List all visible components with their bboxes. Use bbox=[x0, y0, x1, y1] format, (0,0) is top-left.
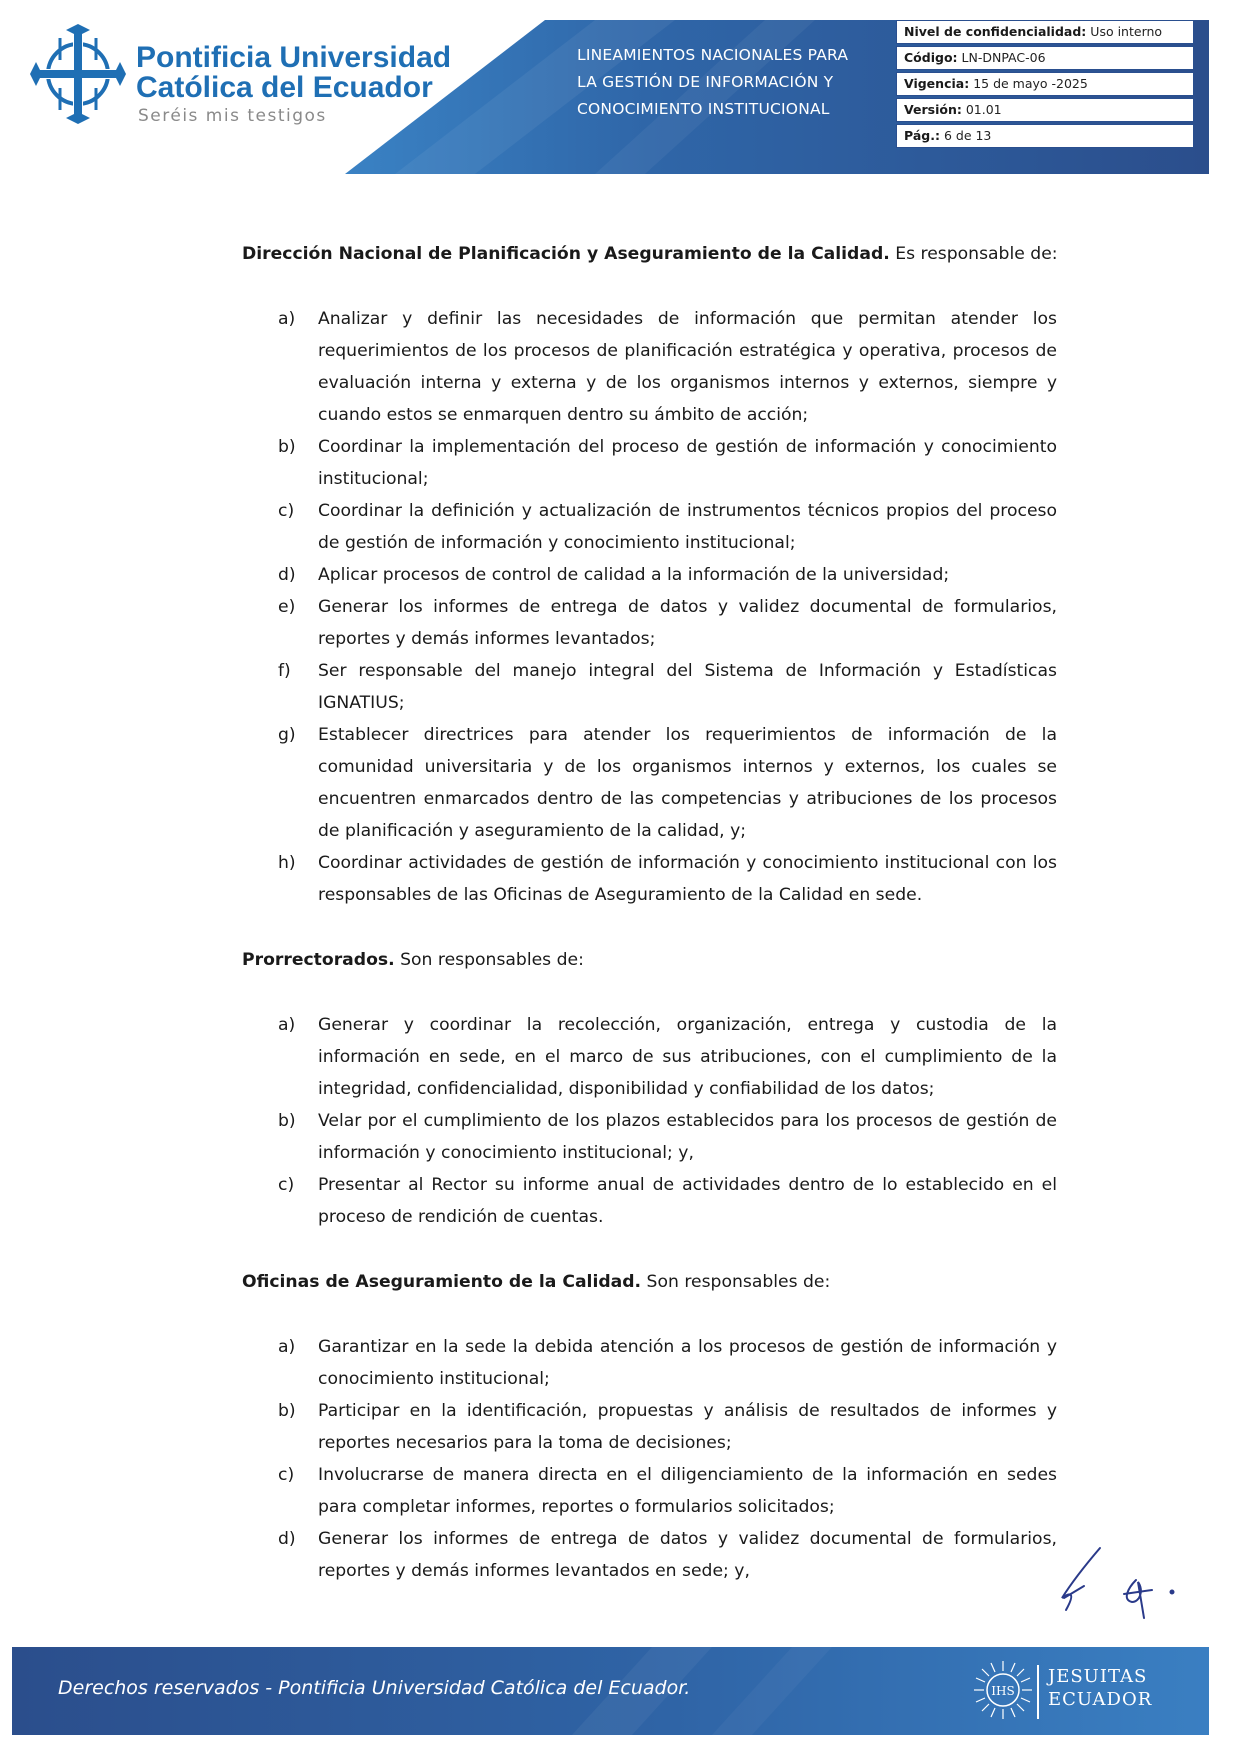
list-item bbox=[242, 1331, 1057, 1395]
section-heading-rest: Son responsables de: bbox=[394, 950, 584, 970]
university-name-line-2: Católica del Ecuador bbox=[136, 71, 433, 104]
document-body bbox=[242, 238, 1057, 1620]
list-marker: c) bbox=[278, 1465, 295, 1485]
seal-letters: IHS bbox=[991, 1684, 1015, 1698]
meta-label: Pág.: bbox=[904, 128, 940, 143]
document-title-line: CONOCIMIENTO INSTITUCIONAL bbox=[577, 100, 830, 118]
meta-label: Vigencia: bbox=[904, 76, 970, 91]
jesuit-seal-icon bbox=[972, 1659, 1034, 1721]
meta-value: 15 de mayo -2025 bbox=[973, 76, 1088, 91]
list-item-text: Generar y coordinar la recolección, organización, entrega y custodia de la información en sede, en el marco de sus atribuciones, con el cumplimiento de la integridad, confidencialidad, disponibilidad y confiabilidad de los datos; bbox=[318, 1015, 1057, 1099]
list-item bbox=[242, 495, 1057, 559]
list-item bbox=[242, 655, 1057, 719]
list-item-text: Analizar y definir las necesidades de información que permitan atender los requerimientos de los procesos de planificación estratégica y operativa, procesos de evaluación interna y externa y de los organismos internos y externos, siempre y cuando estos se enmarquen dentro su ámbito de acción; bbox=[318, 309, 1057, 425]
document-title-line: LINEAMIENTOS NACIONALES PARA bbox=[577, 46, 849, 64]
list-marker: h) bbox=[278, 853, 296, 873]
list-item-text: Garantizar en la sede la debida atención a los procesos de gestión de información y conocimiento institucional; bbox=[318, 1337, 1057, 1389]
list-marker: b) bbox=[278, 1111, 296, 1131]
list-item-text: Presentar al Rector su informe anual de actividades dentro de lo establecido en el proceso de rendición de cuentas. bbox=[318, 1175, 1057, 1227]
university-motto: Seréis mis testigos bbox=[138, 106, 327, 126]
section-heading-bold: Prorrectorados. bbox=[242, 950, 395, 970]
footer-divider bbox=[1037, 1665, 1039, 1719]
list-item bbox=[242, 431, 1057, 495]
list-item-text: Participar en la identificación, propuestas y análisis de resultados de informes y reportes necesarios para la toma de decisiones; bbox=[318, 1401, 1057, 1453]
list-item bbox=[242, 1523, 1057, 1587]
cross-emblem-icon bbox=[30, 24, 126, 124]
meta-value: 01.01 bbox=[965, 102, 1002, 117]
list-item-text: Aplicar procesos de control de calidad a la información de la universidad; bbox=[318, 565, 950, 585]
meta-value: LN-DNPAC-06 bbox=[961, 50, 1046, 65]
document-title-line: LA GESTIÓN DE INFORMACIÓN Y bbox=[577, 73, 834, 91]
list-item-text: Establecer directrices para atender los requerimientos de información de la comunidad universitaria y de los organismos internos y externos, los cuales se encuentren enmarcados dentro de las competencias y atribuciones de los procesos de planificación y aseguramiento de la calidad, y; bbox=[318, 725, 1057, 841]
section-heading-rest: Son responsables de: bbox=[641, 1272, 831, 1292]
jesuitas-line: JESUITAS bbox=[1048, 1666, 1148, 1687]
responsibility-list bbox=[242, 1009, 1057, 1233]
page-footer bbox=[12, 1647, 1209, 1735]
list-item bbox=[242, 847, 1057, 911]
list-marker: g) bbox=[278, 725, 296, 745]
section-heading-bold: Oficinas de Aseguramiento de la Calidad. bbox=[242, 1272, 642, 1292]
jesuitas-ecuador-logo-text bbox=[1048, 1665, 1152, 1711]
list-item bbox=[242, 1105, 1057, 1169]
meta-value: 6 de 13 bbox=[943, 128, 992, 143]
list-marker: a) bbox=[278, 309, 296, 329]
meta-label: Nivel de confidencialidad: bbox=[904, 24, 1087, 39]
list-item bbox=[242, 303, 1057, 431]
meta-value: Uso interno bbox=[1090, 24, 1163, 39]
section-heading-bold: Dirección Nacional de Planificación y Aseguramiento de la Calidad. bbox=[242, 244, 890, 264]
ecuador-line: ECUADOR bbox=[1048, 1689, 1153, 1710]
list-marker: e) bbox=[278, 597, 296, 617]
list-marker: b) bbox=[278, 437, 296, 457]
confidentiality-field bbox=[896, 20, 1194, 44]
list-item bbox=[242, 1395, 1057, 1459]
list-marker: a) bbox=[278, 1015, 296, 1035]
list-marker: d) bbox=[278, 1529, 296, 1549]
list-marker: d) bbox=[278, 565, 296, 585]
responsibility-list bbox=[242, 1331, 1057, 1587]
list-item bbox=[242, 719, 1057, 847]
list-marker: c) bbox=[278, 501, 295, 521]
document-title bbox=[577, 42, 887, 123]
responsibility-list bbox=[242, 303, 1057, 911]
section-heading-rest: Es responsable de: bbox=[889, 244, 1058, 264]
list-item-text: Coordinar la definición y actualización de instrumentos técnicos propios del proceso de gestión de información y conocimiento institucional; bbox=[318, 501, 1057, 553]
list-marker: c) bbox=[278, 1175, 295, 1195]
handwritten-initials bbox=[1040, 1540, 1180, 1630]
list-item-text: Ser responsable del manejo integral del Sistema de Información y Estadísticas IGNATIUS; bbox=[318, 661, 1057, 713]
meta-label: Versión: bbox=[904, 102, 962, 117]
list-item bbox=[242, 1009, 1057, 1105]
page-number-field bbox=[896, 124, 1194, 148]
list-item-text: Involucrarse de manera directa en el diligenciamiento de la información en sedes para completar informes, reportes o formularios solicitados; bbox=[318, 1465, 1057, 1517]
list-item-text: Generar los informes de entrega de datos y validez documental de formularios, reportes y demás informes levantados; bbox=[318, 597, 1057, 649]
rights-notice: Derechos reservados - Pontificia Universidad Católica del Ecuador. bbox=[58, 1677, 691, 1699]
list-item bbox=[242, 591, 1057, 655]
list-item bbox=[242, 559, 1057, 591]
section-heading-direccion-nacional bbox=[242, 238, 1057, 270]
list-item bbox=[242, 1169, 1057, 1233]
section-heading-prorrectorados bbox=[242, 944, 1057, 976]
list-marker: f) bbox=[278, 661, 291, 681]
page-header bbox=[0, 0, 1241, 180]
university-name-line-1: Pontificia Universidad bbox=[136, 41, 452, 74]
version-field bbox=[896, 98, 1194, 122]
section-heading-oficinas-aseguramiento bbox=[242, 1266, 1057, 1298]
list-item-text: Coordinar actividades de gestión de información y conocimiento institucional con los responsables de las Oficinas de Aseguramiento de la Calidad en sede. bbox=[318, 853, 1057, 905]
list-marker: b) bbox=[278, 1401, 296, 1421]
list-marker: a) bbox=[278, 1337, 296, 1357]
validity-field bbox=[896, 72, 1194, 96]
list-item bbox=[242, 1459, 1057, 1523]
list-item-text: Velar por el cumplimiento de los plazos establecidos para los procesos de gestión de información y conocimiento institucional; y, bbox=[318, 1111, 1057, 1163]
list-item-text: Generar los informes de entrega de datos y validez documental de formularios, reportes y demás informes levantados en sede; y, bbox=[318, 1529, 1057, 1581]
meta-label: Código: bbox=[904, 50, 958, 65]
code-field bbox=[896, 46, 1194, 70]
list-item-text: Coordinar la implementación del proceso de gestión de información y conocimiento institucional; bbox=[318, 437, 1057, 489]
